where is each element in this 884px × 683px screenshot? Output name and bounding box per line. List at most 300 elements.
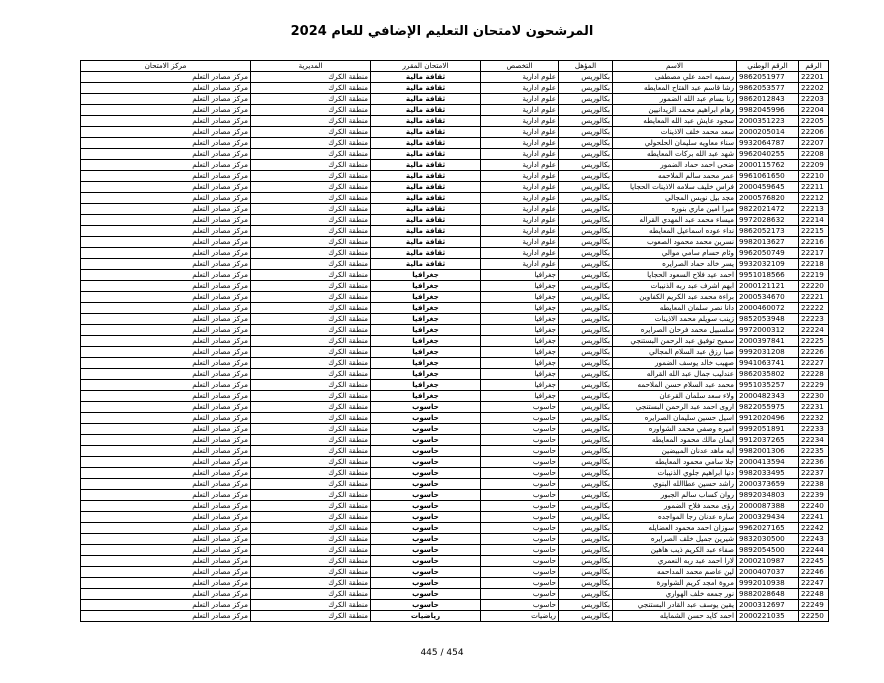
cell-seat: 22214 [799,215,829,226]
cell-seat: 22244 [799,545,829,556]
cell-specialization: علوم ادارية [481,204,559,215]
cell-specialization: علوم ادارية [481,105,559,116]
cell-seat: 22219 [799,270,829,281]
cell-name: نسرين محمد محمود الصعوب [613,237,737,248]
cell-name: نداء عوده اسماعيل المعايطه [613,226,737,237]
cell-directorate: منطقة الكرك [251,171,371,182]
cell-seat: 22203 [799,94,829,105]
table-row [81,105,829,116]
cell-specialization: علوم ادارية [481,171,559,182]
cell-qualification: بكالوريس [559,116,613,127]
cell-specialization: علوم ادارية [481,116,559,127]
table-row [81,193,829,204]
cell-name: رشا قاسم عبد الفتاح المعايطه [613,83,737,94]
table-row [81,325,829,336]
cell-qualification: بكالوريس [559,226,613,237]
cell-specialization: علوم ادارية [481,94,559,105]
table-row [81,303,829,314]
cell-specialization: جغرافيا [481,391,559,402]
table-row [81,600,829,611]
cell-exam-center: مركز مصادر التعلم [81,578,251,589]
cell-national-id: 9982001306 [737,446,799,457]
cell-specialization: جغرافيا [481,347,559,358]
cell-seat: 22226 [799,347,829,358]
cell-exam: حاسوب [371,589,481,600]
table-row [81,534,829,545]
cell-seat: 22237 [799,468,829,479]
cell-name: عمر محمد سالم الملاحمه [613,171,737,182]
cell-directorate: منطقة الكرك [251,523,371,534]
cell-name: سجود عايش عبد الله المعايطه [613,116,737,127]
cell-exam: ثقافة مالية [371,259,481,270]
cell-exam-center: مركز مصادر التعلم [81,512,251,523]
table-row [81,138,829,149]
cell-seat: 22221 [799,292,829,303]
cell-national-id: 9932064787 [737,138,799,149]
cell-exam: جغرافيا [371,303,481,314]
cell-name: نور جمعه خلف الهواري [613,589,737,600]
cell-national-id: 9962050749 [737,248,799,259]
cell-exam: ثقافة مالية [371,149,481,160]
cell-national-id: 9912020496 [737,413,799,424]
cell-specialization: حاسوب [481,479,559,490]
cell-exam-center: مركز مصادر التعلم [81,589,251,600]
cell-national-id: 2000210987 [737,556,799,567]
cell-exam-center: مركز مصادر التعلم [81,391,251,402]
cell-qualification: بكالوريس [559,303,613,314]
cell-qualification: بكالوريس [559,72,613,83]
cell-name: ايمان مالك محمود المعايطه [613,435,737,446]
cell-directorate: منطقة الكرك [251,193,371,204]
cell-specialization: رياضيات [481,611,559,622]
cell-exam: ثقافة مالية [371,182,481,193]
cell-seat: 22234 [799,435,829,446]
cell-exam: حاسوب [371,567,481,578]
cell-specialization: جغرافيا [481,292,559,303]
cell-qualification: بكالوريس [559,281,613,292]
table-row [81,215,829,226]
cell-national-id: 9982013627 [737,237,799,248]
header-seat: الرقم [799,61,829,72]
cell-specialization: علوم ادارية [481,182,559,193]
cell-seat: 22248 [799,589,829,600]
cell-seat: 22212 [799,193,829,204]
cell-exam: حاسوب [371,435,481,446]
table-row [81,512,829,523]
cell-exam-center: مركز مصادر التعلم [81,116,251,127]
cell-qualification: بكالوريس [559,490,613,501]
table-row [81,270,829,281]
cell-directorate: منطقة الكرك [251,270,371,281]
cell-specialization: علوم ادارية [481,149,559,160]
cell-seat: 22209 [799,160,829,171]
cell-seat: 22218 [799,259,829,270]
cell-exam: جغرافيا [371,347,481,358]
cell-qualification: بكالوريس [559,380,613,391]
cell-directorate: منطقة الكرك [251,501,371,512]
cell-directorate: منطقة الكرك [251,237,371,248]
cell-name: اروى احمد عبد الرحمن البستنجي [613,402,737,413]
cell-qualification: بكالوريس [559,171,613,182]
cell-national-id: 2000576820 [737,193,799,204]
cell-directorate: منطقة الكرك [251,512,371,523]
cell-exam-center: مركز مصادر التعلم [81,281,251,292]
cell-national-id: 9951018566 [737,270,799,281]
cell-national-id: 9972000312 [737,325,799,336]
cell-exam-center: مركز مصادر التعلم [81,303,251,314]
cell-qualification: بكالوريس [559,358,613,369]
table-row [81,336,829,347]
table-row [81,248,829,259]
cell-exam-center: مركز مصادر التعلم [81,567,251,578]
cell-specialization: حاسوب [481,435,559,446]
cell-seat: 22233 [799,424,829,435]
table-row [81,589,829,600]
cell-name: لين عاصم محمد المداحمه [613,567,737,578]
cell-directorate: منطقة الكرك [251,72,371,83]
cell-specialization: علوم ادارية [481,83,559,94]
cell-directorate: منطقة الكرك [251,556,371,567]
cell-exam-center: مركز مصادر التعلم [81,259,251,270]
cell-seat: 22243 [799,534,829,545]
cell-seat: 22246 [799,567,829,578]
table-row [81,457,829,468]
cell-national-id: 2000373659 [737,479,799,490]
cell-name: شيرين جميل خلف الصرايره [613,534,737,545]
header-qualification: المؤهل [559,61,613,72]
cell-exam: ثقافة مالية [371,215,481,226]
cell-directorate: منطقة الكرك [251,325,371,336]
cell-seat: 22229 [799,380,829,391]
cell-directorate: منطقة الكرك [251,204,371,215]
cell-specialization: علوم ادارية [481,72,559,83]
cell-directorate: منطقة الكرك [251,347,371,358]
cell-qualification: بكالوريس [559,237,613,248]
cell-national-id: 9892054500 [737,545,799,556]
cell-specialization: حاسوب [481,501,559,512]
cell-qualification: بكالوريس [559,512,613,523]
cell-exam-center: مركز مصادر التعلم [81,83,251,94]
cell-qualification: بكالوريس [559,193,613,204]
cell-directorate: منطقة الكرك [251,380,371,391]
cell-directorate: منطقة الكرك [251,402,371,413]
cell-qualification: بكالوريس [559,138,613,149]
cell-seat: 22236 [799,457,829,468]
cell-specialization: جغرافيا [481,380,559,391]
cell-directorate: منطقة الكرك [251,446,371,457]
cell-seat: 22205 [799,116,829,127]
cell-exam-center: مركز مصادر التعلم [81,237,251,248]
cell-national-id: 9832030500 [737,534,799,545]
cell-name: صهيب خالد يوسف الضمور [613,358,737,369]
cell-specialization: علوم ادارية [481,226,559,237]
table-row [81,116,829,127]
cell-specialization: حاسوب [481,424,559,435]
cell-specialization: جغرافيا [481,325,559,336]
cell-exam-center: مركز مصادر التعلم [81,523,251,534]
cell-qualification: بكالوريس [559,259,613,270]
cell-directorate: منطقة الكرك [251,589,371,600]
cell-exam: جغرافيا [371,380,481,391]
cell-exam: حاسوب [371,578,481,589]
cell-national-id: 9992031208 [737,347,799,358]
cell-seat: 22235 [799,446,829,457]
cell-name: اسيل حسين سليمان الصرايره [613,413,737,424]
cell-specialization: حاسوب [481,523,559,534]
table-row [81,259,829,270]
cell-qualification: بكالوريس [559,446,613,457]
cell-name: ميرا امين ماري بنوره [613,204,737,215]
cell-qualification: بكالوريس [559,479,613,490]
cell-national-id: 9862035802 [737,369,799,380]
cell-seat: 22210 [799,171,829,182]
cell-qualification: بكالوريس [559,589,613,600]
table-row [81,182,829,193]
page-number: 445 / 454 [420,648,464,658]
cell-directorate: منطقة الكرك [251,369,371,380]
cell-exam-center: مركز مصادر التعلم [81,94,251,105]
cell-exam-center: مركز مصادر التعلم [81,358,251,369]
cell-directorate: منطقة الكرك [251,105,371,116]
table-row [81,435,829,446]
cell-national-id: 2000115762 [737,160,799,171]
table-row [81,391,829,402]
table-row [81,160,829,171]
cell-directorate: منطقة الكرك [251,468,371,479]
cell-exam: حاسوب [371,523,481,534]
cell-exam-center: مركز مصادر التعلم [81,600,251,611]
cell-national-id: 2000329434 [737,512,799,523]
cell-national-id: 9941063741 [737,358,799,369]
cell-exam: حاسوب [371,600,481,611]
cell-directorate: منطقة الكرك [251,138,371,149]
cell-national-id: 9982033495 [737,468,799,479]
cell-exam-center: مركز مصادر التعلم [81,215,251,226]
cell-national-id: 9962040255 [737,149,799,160]
cell-national-id: 2000221035 [737,611,799,622]
cell-name: براءة محمد عبد الكريم الكفاوين [613,292,737,303]
cell-name: فراس خليف سلامه الاذينات الحجايا [613,182,737,193]
cell-specialization: جغرافيا [481,358,559,369]
cell-seat: 22231 [799,402,829,413]
cell-exam: جغرافيا [371,358,481,369]
cell-national-id: 9862053577 [737,83,799,94]
cell-seat: 22213 [799,204,829,215]
table-row [81,347,829,358]
cell-exam: حاسوب [371,468,481,479]
cell-seat: 22215 [799,226,829,237]
cell-national-id: 9961061650 [737,171,799,182]
cell-exam-center: مركز مصادر التعلم [81,501,251,512]
cell-qualification: بكالوريس [559,127,613,138]
cell-specialization: حاسوب [481,490,559,501]
cell-seat: 22242 [799,523,829,534]
cell-qualification: بكالوريس [559,94,613,105]
table-row [81,380,829,391]
table-row [81,479,829,490]
cell-specialization: حاسوب [481,402,559,413]
cell-qualification: بكالوريس [559,292,613,303]
cell-specialization: علوم ادارية [481,237,559,248]
cell-exam: ثقافة مالية [371,237,481,248]
cell-qualification: بكالوريس [559,336,613,347]
cell-directorate: منطقة الكرك [251,83,371,94]
table-row [81,171,829,182]
cell-national-id: 2000534670 [737,292,799,303]
cell-name: سوزان احمد محمود العضايله [613,523,737,534]
cell-exam-center: مركز مصادر التعلم [81,248,251,259]
cell-exam: حاسوب [371,446,481,457]
cell-directorate: منطقة الكرك [251,226,371,237]
table-row [81,578,829,589]
table-row [81,204,829,215]
cell-directorate: منطقة الكرك [251,490,371,501]
cell-seat: 22224 [799,325,829,336]
cell-exam-center: مركز مصادر التعلم [81,490,251,501]
cell-qualification: بكالوريس [559,545,613,556]
cell-qualification: بكالوريس [559,611,613,622]
cell-exam: جغرافيا [371,336,481,347]
header-specialization: التخصص [481,61,559,72]
cell-specialization: حاسوب [481,468,559,479]
cell-directorate: منطقة الكرك [251,248,371,259]
cell-name: زينب سويلم محمد الاذينات [613,314,737,325]
cell-exam: حاسوب [371,479,481,490]
cell-exam: حاسوب [371,402,481,413]
cell-exam: جغرافيا [371,314,481,325]
cell-specialization: حاسوب [481,567,559,578]
cell-seat: 22232 [799,413,829,424]
cell-specialization: حاسوب [481,512,559,523]
cell-name: ايه ماهد عدنان المبيضين [613,446,737,457]
cell-specialization: جغرافيا [481,369,559,380]
cell-qualification: بكالوريس [559,391,613,402]
cell-seat: 22238 [799,479,829,490]
cell-name: ساره عدنان رجا المواجده [613,512,737,523]
cell-exam: حاسوب [371,490,481,501]
cell-seat: 22250 [799,611,829,622]
cell-exam: حاسوب [371,424,481,435]
cell-qualification: بكالوريس [559,248,613,259]
cell-qualification: بكالوريس [559,204,613,215]
cell-directorate: منطقة الكرك [251,545,371,556]
cell-national-id: 2000459645 [737,182,799,193]
table-row [81,94,829,105]
cell-seat: 22204 [799,105,829,116]
cell-qualification: بكالوريس [559,314,613,325]
cell-directorate: منطقة الكرك [251,457,371,468]
cell-national-id: 2000087388 [737,501,799,512]
cell-exam-center: مركز مصادر التعلم [81,171,251,182]
cell-exam: حاسوب [371,501,481,512]
cell-qualification: بكالوريس [559,402,613,413]
cell-specialization: حاسوب [481,457,559,468]
cell-qualification: بكالوريس [559,556,613,567]
cell-national-id: 9862052173 [737,226,799,237]
cell-exam: ثقافة مالية [371,105,481,116]
cell-exam-center: مركز مصادر التعلم [81,292,251,303]
cell-name: صفاء عبد الكريم ذيب هاهين [613,545,737,556]
cell-name: مروة امجد كريم الشواورة [613,578,737,589]
header-directorate: المديرية [251,61,371,72]
table-row [81,369,829,380]
cell-directorate: منطقة الكرك [251,160,371,171]
table-row [81,358,829,369]
cell-exam-center: مركز مصادر التعلم [81,270,251,281]
cell-national-id: 9882028648 [737,589,799,600]
cell-seat: 22245 [799,556,829,567]
cell-name: مجد بيل نويس المجالي [613,193,737,204]
cell-exam-center: مركز مصادر التعلم [81,556,251,567]
cell-specialization: حاسوب [481,534,559,545]
cell-directorate: منطقة الكرك [251,534,371,545]
cell-exam: حاسوب [371,512,481,523]
cell-exam-center: مركز مصادر التعلم [81,446,251,457]
table-row [81,226,829,237]
cell-exam-center: مركز مصادر التعلم [81,160,251,171]
cell-specialization: علوم ادارية [481,215,559,226]
cell-directorate: منطقة الكرك [251,336,371,347]
cell-name: روان كساب سالم الجبور [613,490,737,501]
cell-exam-center: مركز مصادر التعلم [81,138,251,149]
cell-qualification: بكالوريس [559,435,613,446]
cell-exam-center: مركز مصادر التعلم [81,149,251,160]
cell-name: دنيا ابراهيم جلوي الذنيبات [613,468,737,479]
cell-directorate: منطقة الكرك [251,358,371,369]
cell-national-id: 2000397841 [737,336,799,347]
cell-name: لارا احمد عبد ربه النعمري [613,556,737,567]
cell-directorate: منطقة الكرك [251,600,371,611]
cell-directorate: منطقة الكرك [251,182,371,193]
cell-qualification: بكالوريس [559,534,613,545]
cell-qualification: بكالوريس [559,567,613,578]
cell-qualification: بكالوريس [559,501,613,512]
cell-national-id: 9972028632 [737,215,799,226]
cell-exam: ثقافة مالية [371,94,481,105]
table-row [81,446,829,457]
cell-exam-center: مركز مصادر التعلم [81,105,251,116]
cell-directorate: منطقة الكرك [251,127,371,138]
cell-qualification: بكالوريس [559,413,613,424]
cell-qualification: بكالوريس [559,182,613,193]
cell-seat: 22227 [799,358,829,369]
cell-exam: جغرافيا [371,281,481,292]
cell-directorate: منطقة الكرك [251,259,371,270]
cell-name: صبا رزق عبد السلام المجالي [613,347,737,358]
cell-directorate: منطقة الكرك [251,413,371,424]
cell-specialization: علوم ادارية [481,138,559,149]
cell-directorate: منطقة الكرك [251,215,371,226]
cell-exam-center: مركز مصادر التعلم [81,182,251,193]
cell-exam-center: مركز مصادر التعلم [81,325,251,336]
cell-exam: ثقافة مالية [371,160,481,171]
cell-exam-center: مركز مصادر التعلم [81,380,251,391]
cell-directorate: منطقة الكرك [251,303,371,314]
cell-seat: 22230 [799,391,829,402]
cell-exam-center: مركز مصادر التعلم [81,424,251,435]
cell-name: رؤى محمد فلاح الضمور [613,501,737,512]
cell-national-id: 9932032109 [737,259,799,270]
cell-national-id: 2000407037 [737,567,799,578]
page-title: المرشحون لامتحان التعليم الإضافي للعام 2024 [290,24,594,39]
cell-exam-center: مركز مصادر التعلم [81,545,251,556]
cell-exam: جغرافيا [371,369,481,380]
cell-specialization: حاسوب [481,446,559,457]
cell-specialization: حاسوب [481,545,559,556]
cell-specialization: حاسوب [481,578,559,589]
cell-name: اميره وصفي محمد الشواوره [613,424,737,435]
cell-exam: جغرافيا [371,270,481,281]
